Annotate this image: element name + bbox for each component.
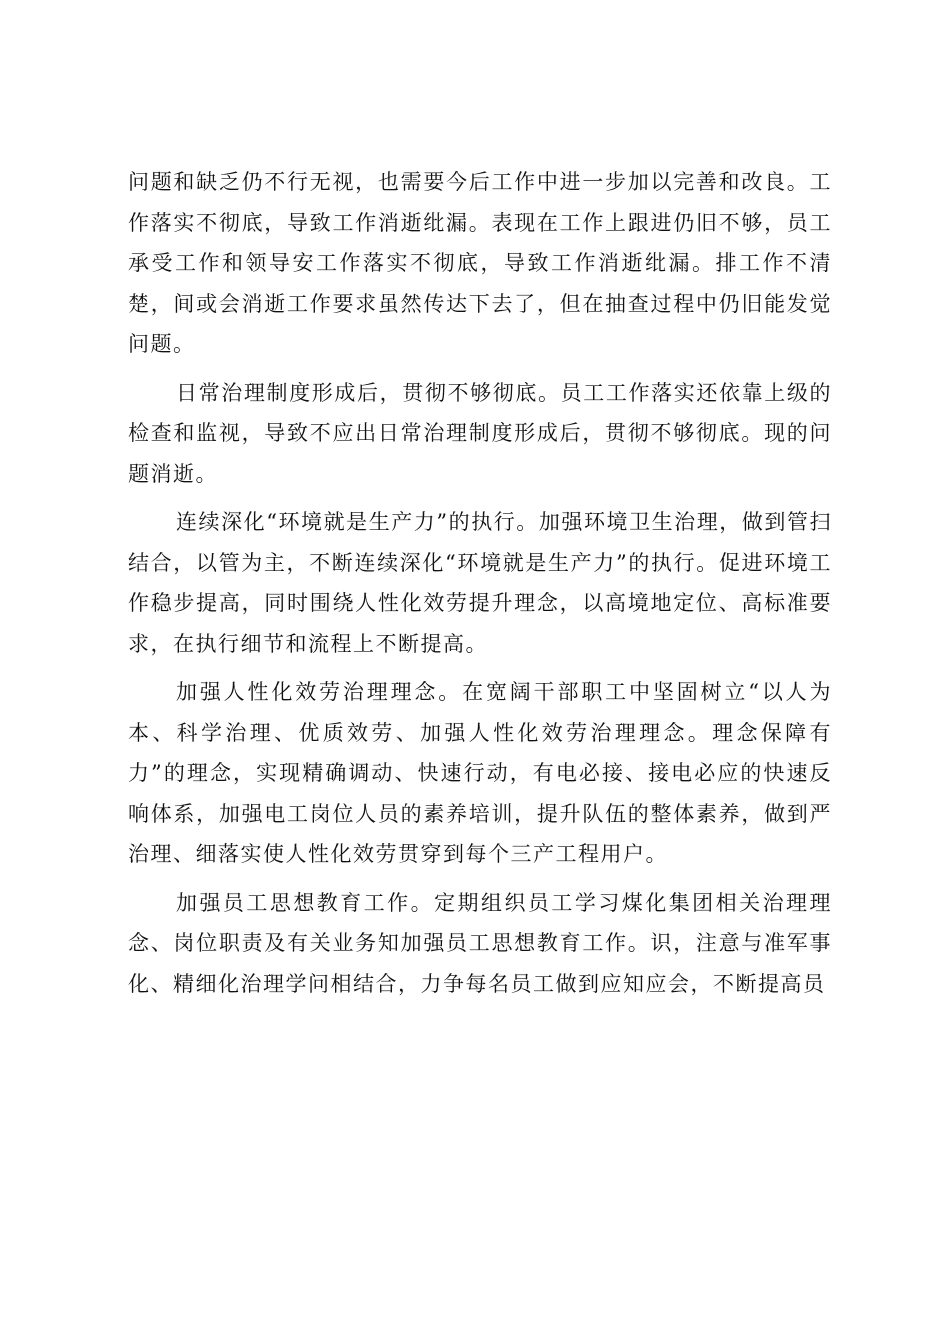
- document-body: [128, 162, 832, 1012]
- paragraph-2: 日常治理制度形成后，贯彻不够彻底。员工工作落实还依靠上级的检查和监视，导致不应出日常治理制度形成后，贯彻不够彻底。现的问题消逝。: [128, 380, 832, 486]
- paragraph-5: 加强员工思想教育工作。定期组织员工学习煤化集团相关治理理念、岗位职责及有关业务知加强员工思想教育工作。识，注意与准军事化、精细化治理学问相结合，力争每名员工做到应知应会，不断提高员: [128, 890, 832, 996]
- paragraph-3: 连续深化“环境就是生产力”的执行。加强环境卫生治理，做到管扫结合，以管为主，不断连续深化“环境就是生产力”的执行。促进环境工作稳步提高，同时围绕人性化效劳提升理念，以高境地定位、高标准要求，在执行细节和流程上不断提高。: [128, 510, 832, 656]
- paragraph-4: 加强人性化效劳治理理念。在宽阔干部职工中坚固树立“以人为本、科学治理、优质效劳、加强人性化效劳治理理念。理念保障有力”的理念，实现精确调动、快速行动，有电必接、接电必应的快速反响体系，加强电工岗位人员的素养培训，提升队伍的整体素养，做到严治理、细落实使人性化效劳贯穿到每个三产工程用户。: [128, 680, 832, 866]
- paragraph-1: 问题和缺乏仍不行无视，也需要今后工作中进一步加以完善和改良。工作落实不彻底，导致工作消逝纰漏。表现在工作上跟进仍旧不够，员工承受工作和领导安工作落实不彻底，导致工作消逝纰漏。排工作不清楚，间或会消逝工作要求虽然传达下去了，但在抽查过程中仍旧能发觉问题。: [128, 170, 832, 356]
